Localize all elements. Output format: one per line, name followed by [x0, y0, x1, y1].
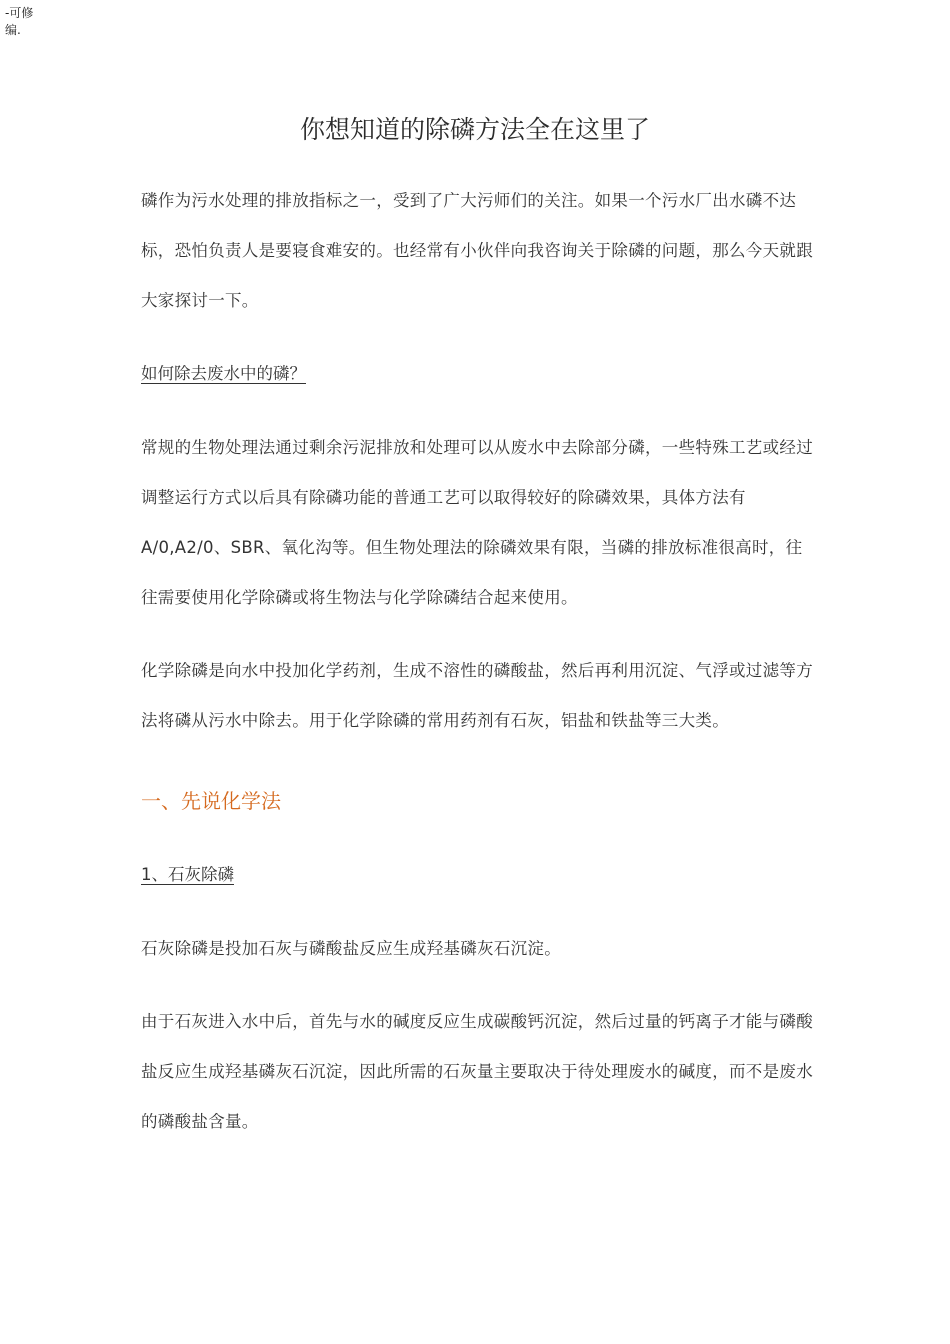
lime-paragraph-1: 石灰除磷是投加石灰与磷酸盐反应生成羟基磷灰石沉淀。 [141, 939, 561, 958]
lime-paragraph-2: 由于石灰进入水中后，首先与水的碱度反应生成碳酸钙沉淀，然后过量的钙离子才能与磷酸盐反应生成羟基磷灰石沉淀，因此所需的石灰量主要取决于待处理废水的碱度，而不是废水的磷酸盐含量。 [141, 1012, 813, 1131]
intro-paragraph: 磷作为污水处理的排放指标之一，受到了广大污师们的关注。如果一个污水厂出水磷不达标，恐怕负责人是要寝食难安的。也经常有小伙伴向我咨询关于除磷的问题，那么今天就跟大家探讨一下。 [141, 191, 813, 310]
bio-treatment-paragraph: 常规的生物处理法通过剩余污泥排放和处理可以从废水中去除部分磷，一些特殊工艺或经过调整运行方式以后具有除磷功能的普通工艺可以取得较好的除磷效果，具体方法有 A/0,A2/0、SBR、氧化沟等。但生物处理法的除磷效果有限，当磷的排放标准很高时，往往需要使用化学除磷或将生物法与化学除磷结合起来使用。 [141, 438, 813, 607]
section-heading-chemical: 一、先说化学法 [141, 789, 281, 813]
chemical-removal-paragraph: 化学除磷是向水中投加化学药剂，生成不溶性的磷酸盐，然后再利用沉淀、气浮或过滤等方法将磷从污水中除去。用于化学除磷的常用药剂有石灰，铝盐和铁盐等三大类。 [141, 661, 813, 730]
editable-note: -可修编. [5, 6, 34, 37]
question-subheading: 如何除去废水中的磷？ [141, 364, 306, 383]
document-title: 你想知道的除磷方法全在这里了 [299, 115, 650, 144]
lime-subheading: 1、石灰除磷 [141, 865, 234, 884]
document-body [141, 176, 813, 1147]
